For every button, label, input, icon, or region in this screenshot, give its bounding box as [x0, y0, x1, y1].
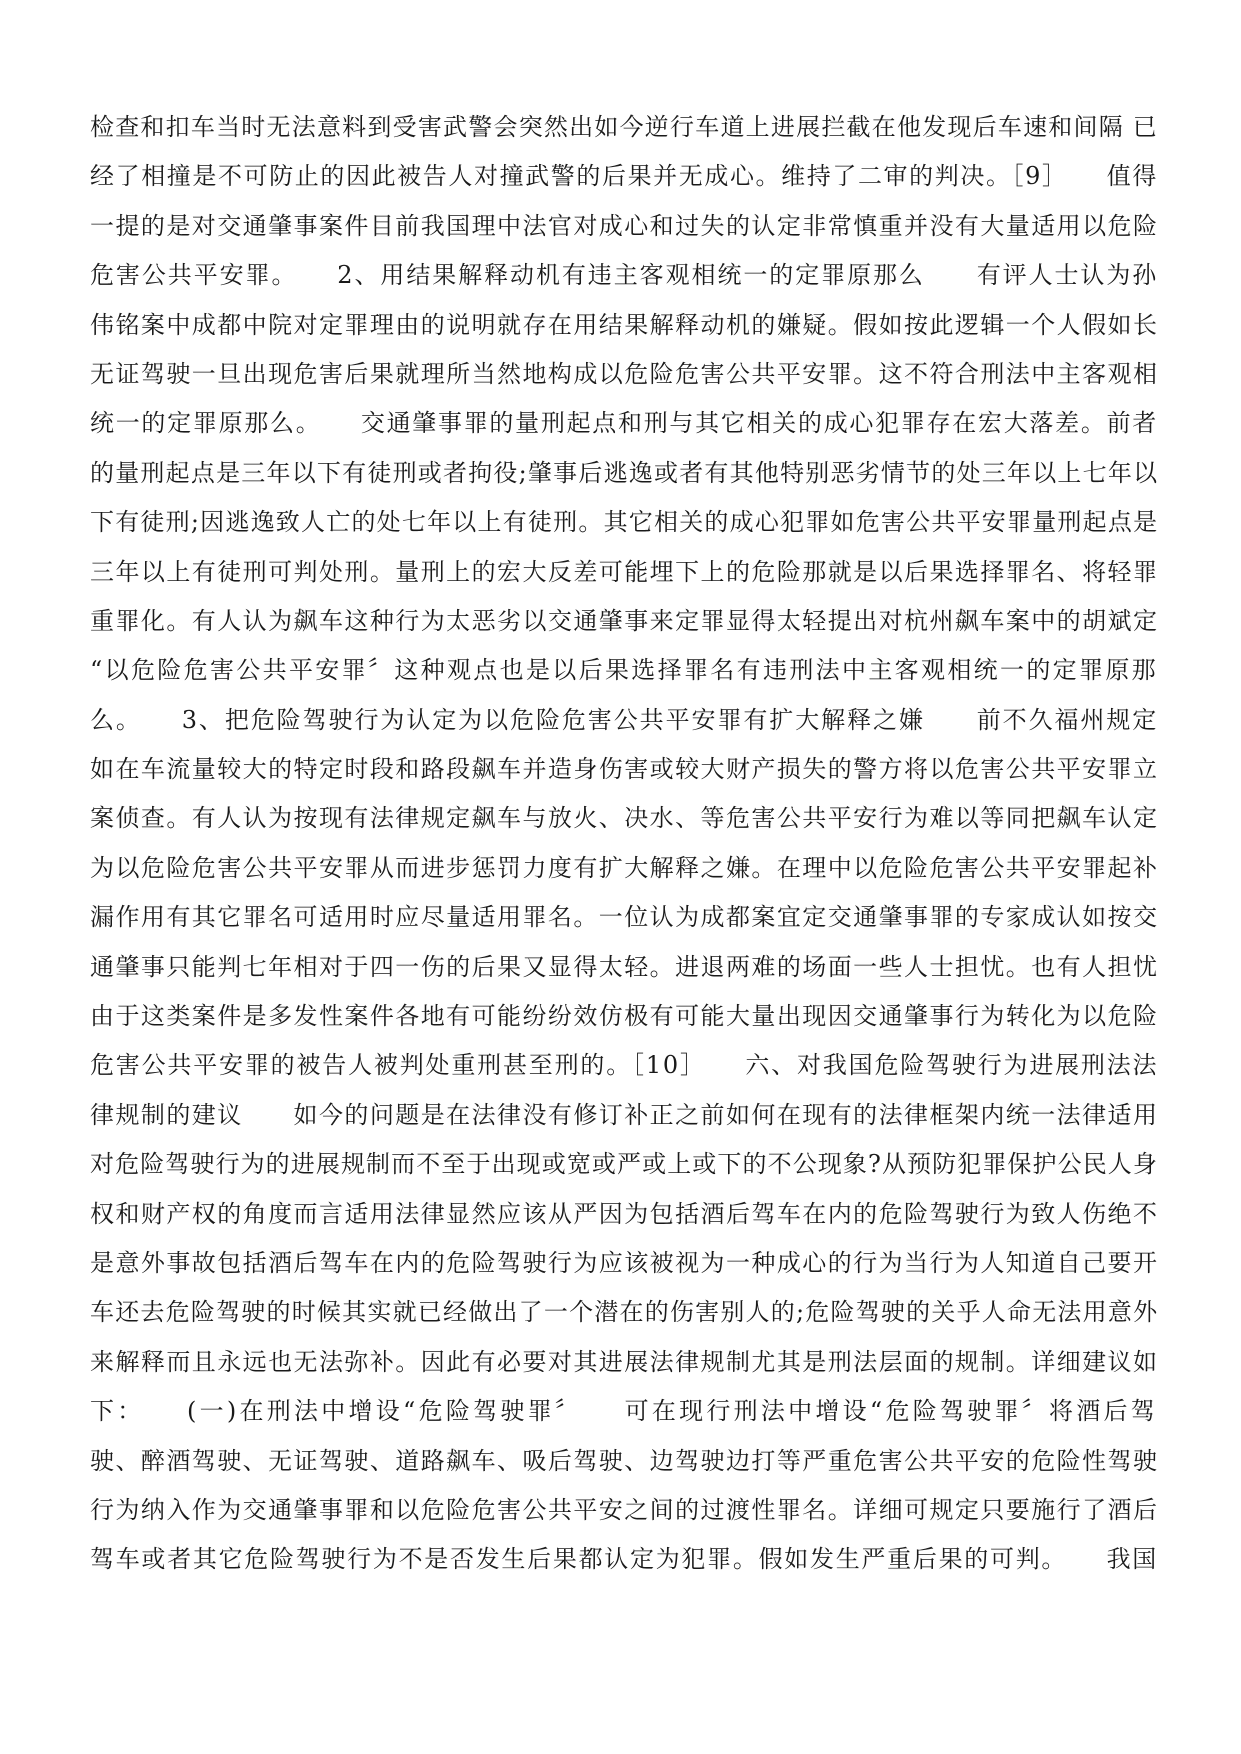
text-line: 统一的定罪原那么。 交通肇事罪的量刑起点和刑与其它相关的成心犯罪存在宏大落差。前者	[90, 409, 1158, 438]
text-line: 漏作用有其它罪名可适用时应尽量适用罪名。一位认为成都案宜定交通肇事罪的专家成认如按交	[90, 903, 1159, 932]
text-line: 行为纳入作为交通肇事罪和以危险危害公共平安之间的过渡性罪名。详细可规定只要施行了酒后	[90, 1495, 1159, 1524]
text-line: 车还去危险驾驶的时候其实就已经做出了一个潜在的伤害别人的;危险驾驶的关乎人命无法用意外	[90, 1298, 1159, 1327]
text-line: 下有徒刑;因逃逸致人亡的处七年以上有徒刑。其它相关的成心犯罪如危害公共平安罪量刑起点是	[90, 508, 1159, 537]
text-line: 对危险驾驶行为的进展规制而不至于出现或宽或严或上或下的不公现象?从预防犯罪保护公民人身	[90, 1150, 1158, 1179]
text-line: 危害公共平安罪。 2、用结果解释动机有违主客观相统一的定罪原那么 有评人士认为孙	[90, 261, 1159, 290]
text-line: 的量刑起点是三年以下有徒刑或者拘役;肇事后逃逸或者有其他特别恶劣情节的处三年以上七年以	[90, 458, 1159, 487]
text-line: 律规制的建议 如今的问题是在法律没有修订补正之前如何在现有的法律框架内统一法律适用	[90, 1100, 1159, 1129]
text-line: 案侦查。有人认为按现有法律规定飙车与放火、决水、等危害公共平安行为难以等同把飙车认定	[90, 804, 1159, 833]
text-line: 权和财产权的角度而言适用法律显然应该从严因为包括酒后驾车在内的危险驾驶行为致人伤绝不	[90, 1199, 1159, 1228]
text-line: 为以危险危害公共平安罪从而进步惩罚力度有扩大解释之嫌。在理中以危险危害公共平安罪起补	[90, 853, 1159, 882]
text-line: 下： (一)在刑法中增设“危险驾驶罪〞 可在现行刑法中增设“危险驾驶罪〞将酒后驾	[90, 1397, 1158, 1426]
text-line: “以危险危害公共平安罪〞这种观点也是以后果选择罪名有违刑法中主客观相统一的定罪原那	[90, 656, 1158, 685]
text-line: 如在车流量较大的特定时段和路段飙车并造身伤害或较大财产损失的警方将以危害公共平安罪立	[90, 755, 1159, 784]
text-line: 通肇事只能判七年相对于四一伤的后果又显得太轻。进退两难的场面一些人士担忧。也有人担忧	[90, 952, 1159, 981]
text-line: 来解释而且永远也无法弥补。因此有必要对其进展法律规制尤其是刑法层面的规制。详细建议如	[90, 1347, 1159, 1376]
text-line: 是意外事故包括酒后驾车在内的危险驾驶行为应该被视为一种成心的行为当行为人知道自己要开	[90, 1248, 1159, 1277]
text-line: 由于这类案件是多发性案件各地有可能纷纷效仿极有可能大量出现因交通肇事行为转化为以危险	[90, 1002, 1159, 1031]
text-line: 检查和扣车当时无法意料到受害武警会突然出如今逆行车道上进展拦截在他发现后车速和间隔 已	[90, 113, 1158, 141]
text-line: 无证驾驶一旦出现危害后果就理所当然地构成以危险危害公共平安罪。这不符合刑法中主客观相	[90, 359, 1159, 388]
text-line: 重罪化。有人认为飙车这种行为太恶劣以交通肇事来定罪显得太轻提出对杭州飙车案中的胡斌定	[90, 606, 1159, 635]
text-line: 经了相撞是不可防止的因此被告人对撞武警的后果并无成心。维持了二审的判决。［9］ 值得	[90, 162, 1158, 191]
text-line: 么。 3、把危险驾驶行为认定为以危险危害公共平安罪有扩大解释之嫌 前不久福州规定	[90, 705, 1159, 734]
text-line: 一提的是对交通肇事案件目前我国理中法官对成心和过失的认定非常慎重并没有大量适用以危险	[90, 211, 1159, 240]
text-line: 伟铭案中成都中院对定罪理由的说明就存在用结果解释动机的嫌疑。假如按此逻辑一个人假如长	[90, 310, 1159, 339]
text-line: 驾车或者其它危险驾驶行为不是否发生后果都认定为犯罪。假如发生严重后果的可判。 我国	[90, 1545, 1158, 1574]
text-line: 驶、醉酒驾驶、无证驾驶、道路飙车、吸后驾驶、边驾驶边打等严重危害公共平安的危险性驾驶	[90, 1446, 1159, 1475]
text-line: 三年以上有徒刑可判处刑。量刑上的宏大反差可能埋下上的危险那就是以后果选择罪名、将轻罪	[90, 557, 1159, 586]
document-body-text	[90, 103, 1158, 1585]
text-line: 危害公共平安罪的被告人被判处重刑甚至刑的。［10］ 六、对我国危险驾驶行为进展刑法法	[90, 1051, 1159, 1080]
